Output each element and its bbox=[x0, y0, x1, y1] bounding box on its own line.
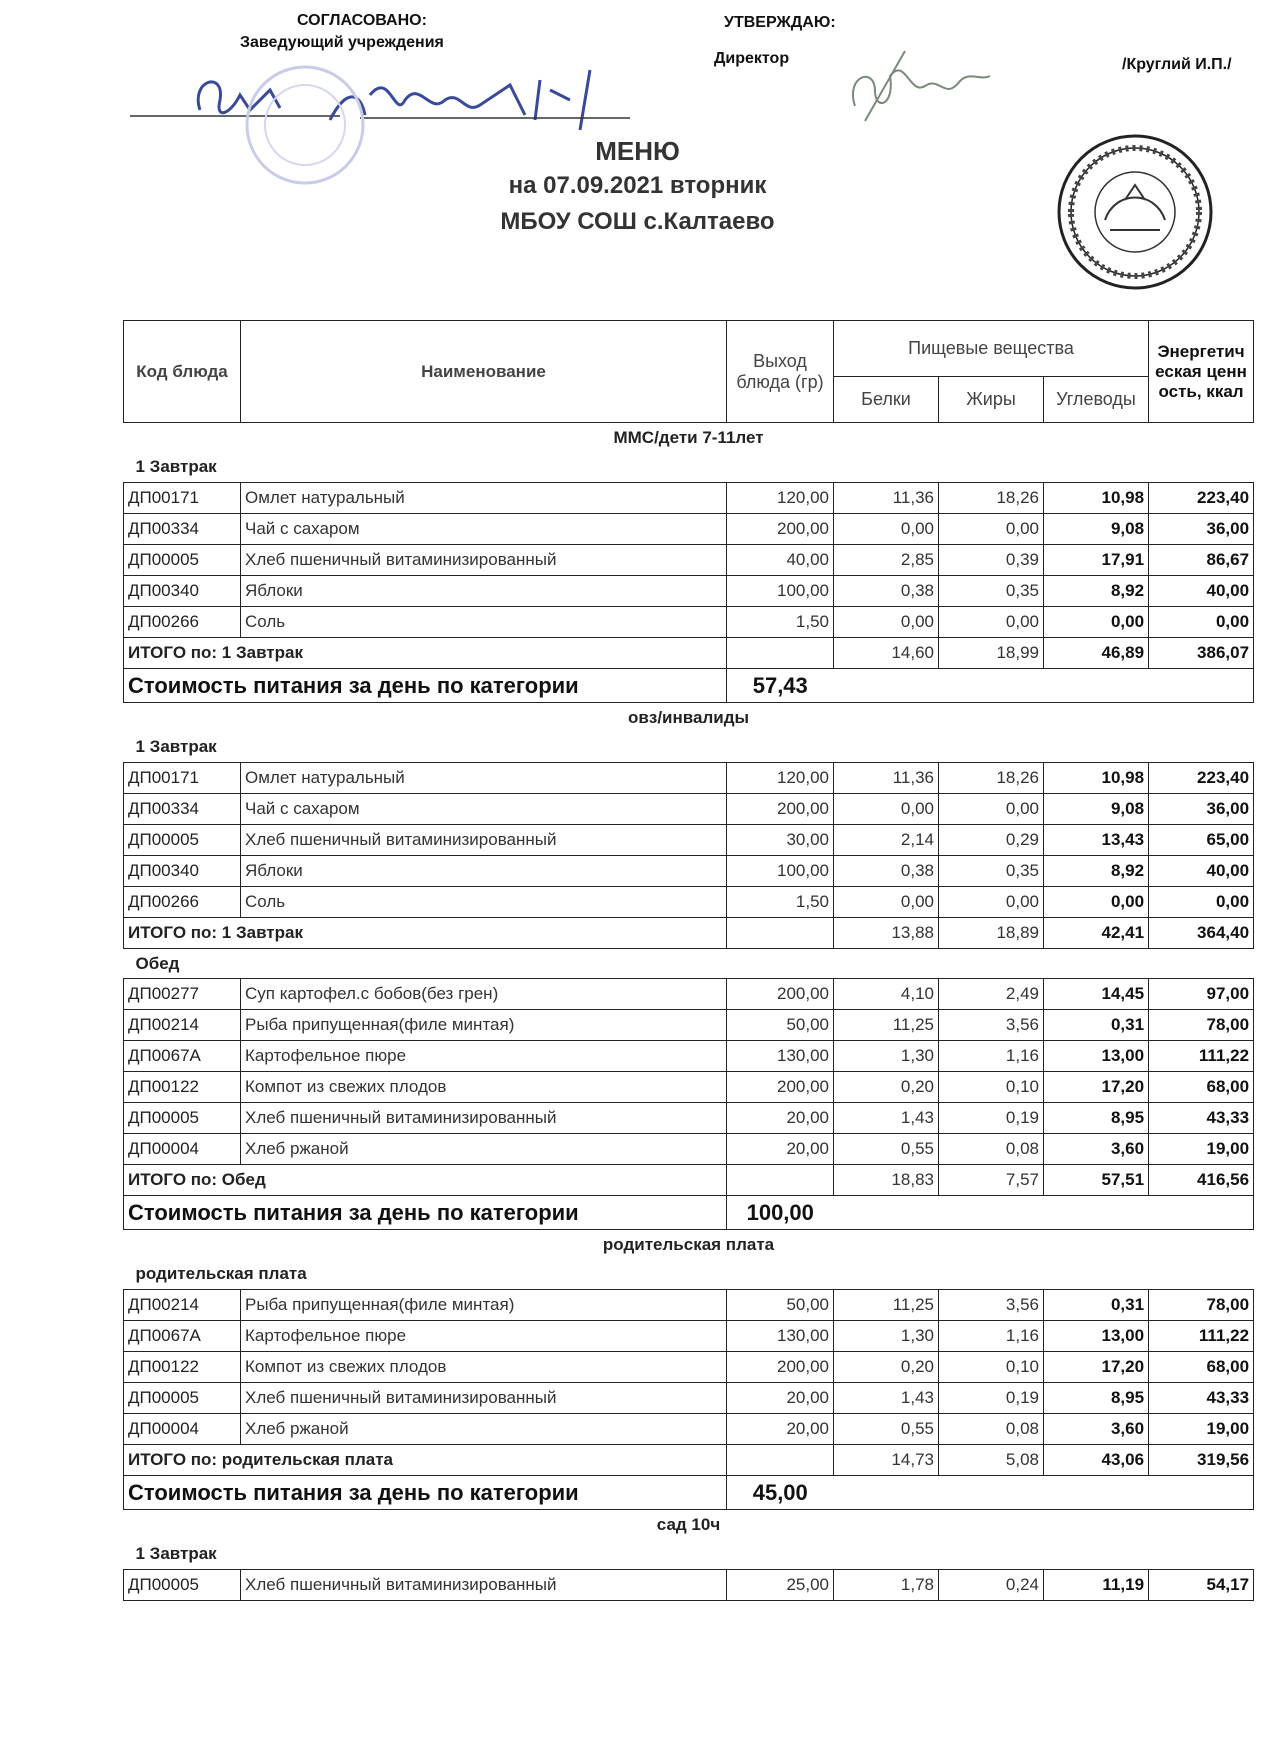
dish-protein: 2,85 bbox=[834, 545, 939, 576]
total-fat: 7,57 bbox=[939, 1165, 1044, 1196]
category-row bbox=[124, 1230, 1254, 1260]
dish-kcal: 36,00 bbox=[1149, 794, 1254, 825]
dish-code: ДП00214 bbox=[124, 1010, 241, 1041]
cost-spacer bbox=[834, 1476, 1254, 1510]
dish-fat: 0,08 bbox=[939, 1414, 1044, 1445]
dish-protein: 11,25 bbox=[834, 1010, 939, 1041]
total-yield-empty bbox=[727, 918, 834, 949]
section-row bbox=[124, 453, 1254, 483]
dish-carbs: 8,95 bbox=[1044, 1103, 1149, 1134]
faded-seal bbox=[230, 60, 380, 190]
cost-spacer bbox=[834, 1196, 1254, 1230]
total-carbs: 42,41 bbox=[1044, 918, 1149, 949]
total-row bbox=[124, 918, 1254, 949]
dish-fat: 0,10 bbox=[939, 1352, 1044, 1383]
category-title: ММС/дети 7-11лет bbox=[613, 427, 764, 447]
dish-yield: 40,00 bbox=[727, 545, 834, 576]
dish-carbs: 17,91 bbox=[1044, 545, 1149, 576]
dish-name: Рыба припущенная(филе минтая) bbox=[241, 1290, 727, 1321]
category-title: родительская плата bbox=[602, 1234, 775, 1254]
cost-value: 100,00 bbox=[727, 1196, 834, 1230]
dish-kcal: 43,33 bbox=[1149, 1103, 1254, 1134]
dish-kcal: 54,17 bbox=[1149, 1570, 1254, 1601]
dish-kcal: 78,00 bbox=[1149, 1290, 1254, 1321]
dish-code: ДП00266 bbox=[124, 607, 241, 638]
dish-row bbox=[124, 1072, 1254, 1103]
dish-protein: 1,30 bbox=[834, 1321, 939, 1352]
dish-name: Суп картофел.с бобов(без грен) bbox=[241, 979, 727, 1010]
total-protein: 14,73 bbox=[834, 1445, 939, 1476]
dish-row bbox=[124, 545, 1254, 576]
total-label: ИТОГО по: родительская плата bbox=[124, 1445, 727, 1476]
dish-name: Соль bbox=[241, 887, 727, 918]
dish-kcal: 43,33 bbox=[1149, 1383, 1254, 1414]
dish-yield: 130,00 bbox=[727, 1041, 834, 1072]
dish-row bbox=[124, 887, 1254, 918]
col-fat: Жиры bbox=[939, 377, 1044, 423]
dish-yield: 50,00 bbox=[727, 1290, 834, 1321]
dish-fat: 1,16 bbox=[939, 1041, 1044, 1072]
total-carbs: 57,51 bbox=[1044, 1165, 1149, 1196]
dish-fat: 0,19 bbox=[939, 1383, 1044, 1414]
dish-carbs: 13,43 bbox=[1044, 825, 1149, 856]
agreed-role: Заведующий учреждения bbox=[240, 34, 444, 51]
dish-yield: 1,50 bbox=[727, 887, 834, 918]
dish-row bbox=[124, 1290, 1254, 1321]
dish-carbs: 0,00 bbox=[1044, 887, 1149, 918]
dish-name: Чай с сахаром bbox=[241, 794, 727, 825]
dish-carbs: 9,08 bbox=[1044, 514, 1149, 545]
dish-protein: 0,00 bbox=[834, 607, 939, 638]
dish-code: ДП00214 bbox=[124, 1290, 241, 1321]
dish-protein: 0,38 bbox=[834, 856, 939, 887]
dish-protein: 11,36 bbox=[834, 483, 939, 514]
dish-code: ДП00340 bbox=[124, 576, 241, 607]
dish-carbs: 3,60 bbox=[1044, 1414, 1149, 1445]
dish-yield: 1,50 bbox=[727, 607, 834, 638]
dish-yield: 200,00 bbox=[727, 514, 834, 545]
total-fat: 18,89 bbox=[939, 918, 1044, 949]
total-row bbox=[124, 1165, 1254, 1196]
dish-code: ДП0067А bbox=[124, 1321, 241, 1352]
dish-kcal: 223,40 bbox=[1149, 763, 1254, 794]
dish-carbs: 10,98 bbox=[1044, 763, 1149, 794]
dish-carbs: 9,08 bbox=[1044, 794, 1149, 825]
total-yield-empty bbox=[727, 638, 834, 669]
menu-table bbox=[123, 320, 1254, 1601]
dish-row bbox=[124, 1103, 1254, 1134]
col-code: Код блюда bbox=[124, 321, 241, 423]
dish-kcal: 19,00 bbox=[1149, 1134, 1254, 1165]
dish-code: ДП00122 bbox=[124, 1352, 241, 1383]
total-yield-empty bbox=[727, 1445, 834, 1476]
dish-protein: 11,36 bbox=[834, 763, 939, 794]
dish-protein: 0,00 bbox=[834, 514, 939, 545]
dish-protein: 1,30 bbox=[834, 1041, 939, 1072]
total-protein: 14,60 bbox=[834, 638, 939, 669]
head-signature bbox=[130, 60, 630, 140]
col-nutrients: Пищевые вещества bbox=[834, 321, 1149, 377]
cost-row bbox=[124, 1476, 1254, 1510]
menu-date: на 07.09.2021 вторник bbox=[508, 172, 767, 199]
dish-yield: 20,00 bbox=[727, 1414, 834, 1445]
dish-kcal: 223,40 bbox=[1149, 483, 1254, 514]
dish-code: ДП00122 bbox=[124, 1072, 241, 1103]
dish-kcal: 78,00 bbox=[1149, 1010, 1254, 1041]
col-protein: Белки bbox=[834, 377, 939, 423]
dish-protein: 11,25 bbox=[834, 1290, 939, 1321]
dish-carbs: 17,20 bbox=[1044, 1072, 1149, 1103]
total-carbs: 43,06 bbox=[1044, 1445, 1149, 1476]
dish-fat: 1,16 bbox=[939, 1321, 1044, 1352]
dish-row bbox=[124, 483, 1254, 514]
dish-kcal: 65,00 bbox=[1149, 825, 1254, 856]
dish-row bbox=[124, 1041, 1254, 1072]
dish-fat: 0,19 bbox=[939, 1103, 1044, 1134]
dish-row bbox=[124, 1383, 1254, 1414]
section-title: 1 Завтрак bbox=[135, 457, 217, 477]
dish-name: Компот из свежих плодов bbox=[241, 1072, 727, 1103]
total-fat: 5,08 bbox=[939, 1445, 1044, 1476]
dish-name: Чай с сахаром bbox=[241, 514, 727, 545]
category-row bbox=[124, 703, 1254, 733]
dish-yield: 200,00 bbox=[727, 794, 834, 825]
dish-fat: 0,39 bbox=[939, 545, 1044, 576]
dish-carbs: 10,98 bbox=[1044, 483, 1149, 514]
dish-name: Рыба припущенная(филе минтая) bbox=[241, 1010, 727, 1041]
dish-code: ДП00340 bbox=[124, 856, 241, 887]
dish-carbs: 0,31 bbox=[1044, 1290, 1149, 1321]
dish-protein: 0,00 bbox=[834, 794, 939, 825]
dish-protein: 0,20 bbox=[834, 1352, 939, 1383]
dish-yield: 50,00 bbox=[727, 1010, 834, 1041]
dish-yield: 200,00 bbox=[727, 979, 834, 1010]
total-kcal: 364,40 bbox=[1149, 918, 1254, 949]
section-title: 1 Завтрак bbox=[135, 737, 217, 757]
dish-row bbox=[124, 607, 1254, 638]
dish-carbs: 11,19 bbox=[1044, 1570, 1149, 1601]
dish-yield: 25,00 bbox=[727, 1570, 834, 1601]
dish-yield: 200,00 bbox=[727, 1352, 834, 1383]
section-title: 1 Завтрак bbox=[135, 1544, 217, 1564]
total-kcal: 386,07 bbox=[1149, 638, 1254, 669]
total-kcal: 319,56 bbox=[1149, 1445, 1254, 1476]
dish-yield: 120,00 bbox=[727, 763, 834, 794]
cost-label: Стоимость питания за день по категории bbox=[124, 1196, 727, 1230]
cost-label: Стоимость питания за день по категории bbox=[124, 669, 727, 703]
dish-name: Хлеб пшеничный витаминизированный bbox=[241, 1103, 727, 1134]
total-kcal: 416,56 bbox=[1149, 1165, 1254, 1196]
category-row bbox=[124, 423, 1254, 453]
dish-kcal: 86,67 bbox=[1149, 545, 1254, 576]
dish-name: Омлет натуральный bbox=[241, 483, 727, 514]
dish-row bbox=[124, 1134, 1254, 1165]
dish-code: ДП00334 bbox=[124, 514, 241, 545]
total-protein: 13,88 bbox=[834, 918, 939, 949]
cost-label: Стоимость питания за день по категории bbox=[124, 1476, 727, 1510]
section-title: Обед bbox=[135, 953, 180, 973]
total-carbs: 46,89 bbox=[1044, 638, 1149, 669]
dish-code: ДП00334 bbox=[124, 794, 241, 825]
total-protein: 18,83 bbox=[834, 1165, 939, 1196]
menu-school: МБОУ СОШ с.Калтаево bbox=[500, 208, 775, 235]
dish-yield: 120,00 bbox=[727, 483, 834, 514]
dish-code: ДП0067А bbox=[124, 1041, 241, 1072]
col-energy: Энергетическая ценность, ккал bbox=[1149, 321, 1254, 423]
col-carbs: Углеводы bbox=[1044, 377, 1149, 423]
dish-fat: 0,08 bbox=[939, 1134, 1044, 1165]
dish-name: Хлеб ржаной bbox=[241, 1134, 727, 1165]
dish-fat: 0,35 bbox=[939, 576, 1044, 607]
total-label: ИТОГО по: 1 Завтрак bbox=[124, 918, 727, 949]
dish-kcal: 19,00 bbox=[1149, 1414, 1254, 1445]
total-label: ИТОГО по: 1 Завтрак bbox=[124, 638, 727, 669]
dish-carbs: 8,92 bbox=[1044, 576, 1149, 607]
dish-code: ДП00266 bbox=[124, 887, 241, 918]
dish-name: Хлеб пшеничный витаминизированный bbox=[241, 1383, 727, 1414]
dish-protein: 0,55 bbox=[834, 1414, 939, 1445]
dish-name: Хлеб ржаной bbox=[241, 1414, 727, 1445]
dish-code: ДП00171 bbox=[124, 483, 241, 514]
cost-row bbox=[124, 669, 1254, 703]
dish-fat: 3,56 bbox=[939, 1290, 1044, 1321]
category-title: сад 10ч bbox=[656, 1514, 721, 1534]
dish-name: Компот из свежих плодов bbox=[241, 1352, 727, 1383]
dish-name: Яблоки bbox=[241, 576, 727, 607]
dish-yield: 100,00 bbox=[727, 856, 834, 887]
col-name: Наименование bbox=[241, 321, 727, 423]
total-label: ИТОГО по: Обед bbox=[124, 1165, 727, 1196]
director-name: /Круглий И.П./ bbox=[1122, 56, 1232, 73]
dish-fat: 18,26 bbox=[939, 483, 1044, 514]
dish-yield: 20,00 bbox=[727, 1383, 834, 1414]
dish-code: ДП00277 bbox=[124, 979, 241, 1010]
dish-name: Омлет натуральный bbox=[241, 763, 727, 794]
col-yield: Выход блюда (гр) bbox=[727, 321, 834, 423]
total-fat: 18,99 bbox=[939, 638, 1044, 669]
dish-fat: 0,35 bbox=[939, 856, 1044, 887]
dish-row bbox=[124, 794, 1254, 825]
dish-protein: 0,55 bbox=[834, 1134, 939, 1165]
total-yield-empty bbox=[727, 1165, 834, 1196]
dish-carbs: 17,20 bbox=[1044, 1352, 1149, 1383]
dish-protein: 0,20 bbox=[834, 1072, 939, 1103]
dish-name: Яблоки bbox=[241, 856, 727, 887]
dish-name: Картофельное пюре bbox=[241, 1321, 727, 1352]
dish-row bbox=[124, 1321, 1254, 1352]
total-row bbox=[124, 638, 1254, 669]
dish-protein: 2,14 bbox=[834, 825, 939, 856]
dish-code: ДП00004 bbox=[124, 1414, 241, 1445]
dish-yield: 130,00 bbox=[727, 1321, 834, 1352]
dish-row bbox=[124, 1414, 1254, 1445]
dish-name: Соль bbox=[241, 607, 727, 638]
section-row bbox=[124, 1540, 1254, 1570]
dish-row bbox=[124, 1570, 1254, 1601]
dish-name: Хлеб пшеничный витаминизированный bbox=[241, 825, 727, 856]
dish-yield: 100,00 bbox=[727, 576, 834, 607]
dish-kcal: 68,00 bbox=[1149, 1072, 1254, 1103]
dish-protein: 4,10 bbox=[834, 979, 939, 1010]
dish-row bbox=[124, 979, 1254, 1010]
dish-kcal: 36,00 bbox=[1149, 514, 1254, 545]
dish-fat: 0,24 bbox=[939, 1570, 1044, 1601]
dish-fat: 3,56 bbox=[939, 1010, 1044, 1041]
cost-row bbox=[124, 1196, 1254, 1230]
dish-code: ДП00171 bbox=[124, 763, 241, 794]
dish-name: Картофельное пюре bbox=[241, 1041, 727, 1072]
dish-kcal: 111,22 bbox=[1149, 1041, 1254, 1072]
dish-row bbox=[124, 514, 1254, 545]
dish-row bbox=[124, 763, 1254, 794]
dish-yield: 20,00 bbox=[727, 1103, 834, 1134]
menu-title: МЕНЮ bbox=[595, 136, 680, 166]
dish-fat: 0,00 bbox=[939, 514, 1044, 545]
dish-protein: 1,43 bbox=[834, 1383, 939, 1414]
dish-protein: 1,78 bbox=[834, 1570, 939, 1601]
dish-row bbox=[124, 856, 1254, 887]
director-label: Директор bbox=[714, 50, 790, 67]
dish-fat: 0,00 bbox=[939, 887, 1044, 918]
cost-value: 57,43 bbox=[727, 669, 834, 703]
dish-kcal: 0,00 bbox=[1149, 887, 1254, 918]
dish-kcal: 40,00 bbox=[1149, 576, 1254, 607]
dish-name: Хлеб пшеничный витаминизированный bbox=[241, 545, 727, 576]
dish-carbs: 14,45 bbox=[1044, 979, 1149, 1010]
dish-fat: 0,00 bbox=[939, 607, 1044, 638]
cost-spacer bbox=[834, 669, 1254, 703]
dish-row bbox=[124, 1352, 1254, 1383]
dish-yield: 30,00 bbox=[727, 825, 834, 856]
cost-value: 45,00 bbox=[727, 1476, 834, 1510]
dish-code: ДП00005 bbox=[124, 1383, 241, 1414]
dish-code: ДП00004 bbox=[124, 1134, 241, 1165]
dish-carbs: 0,31 bbox=[1044, 1010, 1149, 1041]
dish-fat: 0,00 bbox=[939, 794, 1044, 825]
dish-protein: 0,00 bbox=[834, 887, 939, 918]
menu-body bbox=[124, 423, 1254, 1601]
dish-fat: 0,29 bbox=[939, 825, 1044, 856]
dish-fat: 2,49 bbox=[939, 979, 1044, 1010]
dish-carbs: 13,00 bbox=[1044, 1321, 1149, 1352]
dish-kcal: 111,22 bbox=[1149, 1321, 1254, 1352]
dish-carbs: 8,92 bbox=[1044, 856, 1149, 887]
dish-yield: 200,00 bbox=[727, 1072, 834, 1103]
dish-protein: 1,43 bbox=[834, 1103, 939, 1134]
section-title: родительская плата bbox=[135, 1264, 307, 1284]
category-row bbox=[124, 1510, 1254, 1540]
director-signature bbox=[845, 46, 995, 136]
dish-kcal: 40,00 bbox=[1149, 856, 1254, 887]
dish-fat: 0,10 bbox=[939, 1072, 1044, 1103]
dish-code: ДП00005 bbox=[124, 545, 241, 576]
section-row bbox=[124, 949, 1254, 979]
dish-carbs: 3,60 bbox=[1044, 1134, 1149, 1165]
dish-code: ДП00005 bbox=[124, 1570, 241, 1601]
dish-kcal: 97,00 bbox=[1149, 979, 1254, 1010]
dish-row bbox=[124, 576, 1254, 607]
dish-yield: 20,00 bbox=[727, 1134, 834, 1165]
dish-name: Хлеб пшеничный витаминизированный bbox=[241, 1570, 727, 1601]
dish-code: ДП00005 bbox=[124, 825, 241, 856]
dish-carbs: 8,95 bbox=[1044, 1383, 1149, 1414]
section-row bbox=[124, 733, 1254, 763]
agreed-label: СОГЛАСОВАНО: bbox=[297, 12, 427, 29]
approve-label: УТВЕРЖДАЮ: bbox=[724, 14, 836, 31]
dish-protein: 0,38 bbox=[834, 576, 939, 607]
dish-code: ДП00005 bbox=[124, 1103, 241, 1134]
dish-carbs: 13,00 bbox=[1044, 1041, 1149, 1072]
dish-fat: 18,26 bbox=[939, 763, 1044, 794]
dish-kcal: 0,00 bbox=[1149, 607, 1254, 638]
dish-row bbox=[124, 825, 1254, 856]
dish-row bbox=[124, 1010, 1254, 1041]
section-row bbox=[124, 1260, 1254, 1290]
category-title: овз/инвалиды bbox=[628, 707, 749, 727]
total-row bbox=[124, 1445, 1254, 1476]
dish-carbs: 0,00 bbox=[1044, 607, 1149, 638]
dish-kcal: 68,00 bbox=[1149, 1352, 1254, 1383]
